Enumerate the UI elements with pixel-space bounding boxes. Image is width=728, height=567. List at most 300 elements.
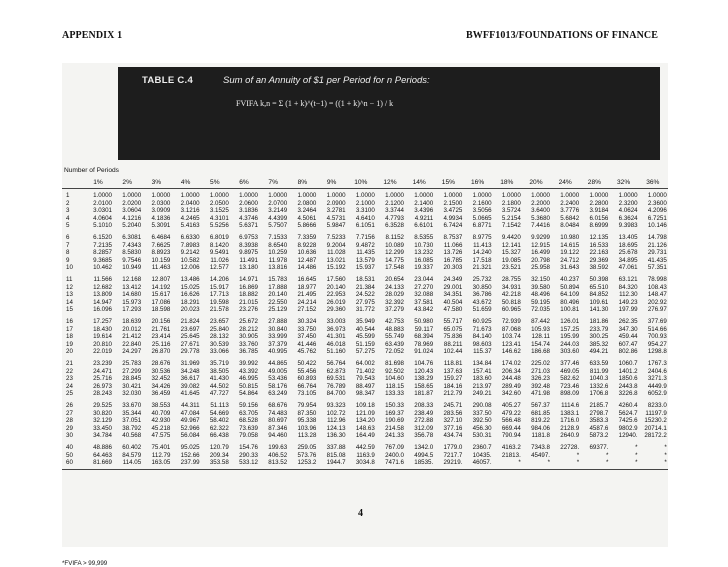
table-cell: 18.531 (355, 276, 375, 283)
table-cell: 1181.8 (531, 432, 550, 440)
table-cell: 98.603 (472, 340, 492, 348)
table-cell: 8.1152 (385, 234, 404, 241)
table-cell: 356.78 (414, 432, 434, 440)
table-cell: 13.180 (239, 264, 258, 272)
table-cell: 42.218 (501, 291, 521, 299)
table-cell: 1.0000 (414, 192, 434, 199)
table-cell: 12.487 (297, 256, 317, 264)
table-cell: 237.99 (180, 459, 200, 467)
table-cell: 11.566 (93, 276, 112, 283)
table-cell: 16.785 (443, 256, 463, 264)
table-cell: 1040.3 (589, 375, 609, 383)
table-cell: 44.502 (209, 382, 229, 390)
table-cell: 819.22 (531, 417, 550, 425)
table-cell: 103.96 (297, 424, 317, 432)
table-cell: 7.1542 (501, 222, 521, 230)
table-cell: 15.617 (151, 291, 171, 299)
table-cell: 112.79 (151, 451, 171, 459)
column-header: 2% (122, 179, 132, 186)
table-cell: 29.731 (647, 249, 667, 257)
table-cell: 133.33 (385, 390, 404, 398)
table-cell: 81.669 (93, 459, 112, 467)
table-cell: 55.456 (297, 367, 317, 375)
table-cell: 52.966 (180, 424, 200, 432)
table-cell: 353.58 (209, 459, 229, 467)
table-cell: 9.5491 (209, 249, 229, 257)
table-cell: 2360.7 (472, 444, 492, 451)
table-cell: 13.232 (414, 249, 434, 257)
table-cell: 244.48 (501, 375, 521, 383)
table-cell: 459.44 (618, 333, 638, 341)
table-cell: 233.79 (589, 325, 609, 333)
table-cell: 7.8983 (180, 241, 200, 249)
table-cell: 136.30 (326, 432, 346, 440)
table-cell: 10.259 (268, 249, 288, 257)
table-cell: 16.533 (589, 241, 609, 249)
table-cell: 20.654 (385, 276, 404, 283)
table-cell: 8.1420 (209, 241, 229, 249)
table-cell: 1.0000 (268, 192, 288, 199)
table-cell: 337.88 (326, 444, 346, 451)
table-cell: 40.504 (443, 298, 463, 306)
table-cell: 16.499 (531, 249, 550, 257)
table-cell: * (664, 459, 667, 467)
table-cell: 13.579 (355, 256, 375, 264)
table-cell: 174.02 (501, 360, 521, 367)
table-cell: 3271.3 (647, 375, 667, 383)
table-cell: 25.672 (239, 318, 258, 325)
table-cell: 4.1216 (122, 214, 142, 222)
table-cell: 10.980 (560, 234, 580, 241)
appendix-heading: APPENDIX 1 (62, 30, 123, 41)
table-cell: 41.301 (326, 333, 346, 341)
table-cell: 17.086 (151, 298, 171, 306)
table-cell: 11.978 (268, 256, 288, 264)
column-header: 7% (268, 179, 278, 186)
table-cell: 120.79 (209, 444, 229, 451)
table-cell: 47.580 (443, 306, 463, 314)
table-cell: 10.636 (297, 249, 317, 257)
table-cell: 206.34 (501, 367, 521, 375)
period-number: 8 (66, 249, 70, 257)
table-cell: 17.518 (472, 256, 492, 264)
period-number: 24 (66, 382, 73, 390)
table-cell: 79.543 (355, 375, 375, 383)
table-cell: 2404.6 (647, 367, 667, 375)
table-cell: 3.7776 (560, 207, 580, 215)
table-cell: 46.018 (326, 340, 346, 348)
table-cell: 28.212 (239, 325, 258, 333)
table-cell: 29219. (443, 459, 463, 467)
table-cell: * (605, 451, 609, 459)
table-cell: 35.719 (209, 360, 229, 367)
footer-rule (62, 469, 668, 470)
table-cell: 337.50 (472, 409, 492, 417)
table-cell: 434.74 (443, 432, 463, 440)
period-number: 14 (66, 298, 73, 306)
table-cell: 41.645 (180, 390, 200, 398)
table-cell: 28.676 (151, 360, 171, 367)
table-cell: 12.168 (122, 276, 142, 283)
table-cell: 78.998 (647, 276, 667, 283)
table-cell: 9.8975 (239, 249, 258, 257)
table-cell: 1944.7 (326, 459, 346, 467)
table-cell: 36.785 (239, 348, 258, 356)
table-cell: 16.626 (180, 291, 200, 299)
column-header: 32% (616, 179, 631, 186)
table-cell: 69.531 (326, 375, 346, 383)
table-cell: 25.645 (180, 333, 200, 341)
column-header: 8% (297, 179, 308, 186)
table-cell: 38.592 (589, 264, 609, 272)
table-cell: 49.967 (180, 417, 200, 425)
table-cell: 7425.6 (618, 417, 638, 425)
table-cell: 10.730 (414, 241, 434, 249)
table-cell: 7.1533 (268, 234, 288, 241)
table-cell: 8.0484 (560, 222, 580, 230)
column-header: 5% (210, 179, 220, 186)
period-number: 5 (66, 222, 70, 230)
table-cell: 50.815 (239, 382, 258, 390)
table-cell: 75.401 (151, 444, 171, 451)
period-number: 11 (66, 276, 73, 283)
table-cell: 6.0156 (589, 214, 609, 222)
table-cell: 8.5355 (414, 234, 434, 241)
table-cell: 2.0800 (297, 199, 317, 207)
table-cell: 24.297 (122, 348, 142, 356)
table-cell: 25.732 (472, 276, 492, 283)
table-cell: 259.05 (297, 444, 317, 451)
table-cell: 10.159 (151, 256, 171, 264)
table-cell: 72.035 (531, 306, 550, 314)
table-cell: 20714.1 (644, 424, 667, 432)
table-cell: 33.750 (297, 325, 317, 333)
table-cell: * (576, 459, 580, 467)
table-cell: 7.3359 (297, 234, 317, 241)
table-cell: 2.3200 (618, 199, 638, 207)
table-cell: 33.670 (122, 402, 142, 409)
table-cell: 148.63 (355, 424, 375, 432)
table-cell: 26.973 (93, 382, 112, 390)
period-number: 6 (66, 234, 70, 241)
table-cell: 104.76 (414, 360, 434, 367)
period-number: 29 (66, 424, 73, 432)
period-number: 25 (66, 390, 73, 398)
table-cell: 2.1000 (355, 199, 375, 207)
table-cell: 6.8771 (472, 222, 492, 230)
table-cell: 22.019 (93, 348, 112, 356)
table-cell: 9.7546 (122, 256, 142, 264)
table-cell: 2.1800 (501, 199, 521, 207)
table-cell: 2.1600 (472, 199, 492, 207)
table-cell: 1.0000 (443, 192, 463, 199)
table-cell: 5.6371 (239, 222, 258, 230)
table-cell: 43.672 (472, 298, 492, 306)
table-cell: 530.31 (472, 432, 492, 440)
table-cell: 29.525 (93, 402, 112, 409)
period-number: 3 (66, 207, 70, 215)
table-cell: 4.9934 (443, 214, 463, 222)
table-cell: 9802.9 (618, 424, 638, 432)
table-cell: 59.117 (414, 325, 434, 333)
table-cell: 1716.0 (560, 417, 580, 425)
table-cell: 18.882 (239, 291, 258, 299)
table-cell: 27.975 (355, 298, 375, 306)
table-cell: 212.79 (443, 390, 463, 398)
table-cell: 1.0000 (180, 192, 200, 199)
column-header: 4% (180, 179, 191, 186)
table-cell: 2185.7 (589, 402, 609, 409)
table-cell: 303.60 (560, 348, 580, 356)
table-cell: 42.930 (151, 417, 171, 425)
table-cell: 21.321 (472, 264, 492, 272)
table-cell: 8.5830 (122, 249, 142, 257)
table-cell: 4.2465 (180, 214, 200, 222)
table-cell: 29.778 (180, 348, 200, 356)
table-cell: 1.0000 (472, 192, 492, 199)
table-cell: 1779.0 (443, 444, 463, 451)
table-cell: 6.3081 (122, 234, 142, 241)
table-cell: 1850.6 (618, 375, 638, 383)
column-header: 1% (93, 179, 103, 186)
table-cell: 582.62 (560, 375, 580, 383)
table-cell: 40.709 (151, 409, 171, 417)
table-row (62, 222, 668, 230)
table-cell: 213.97 (472, 382, 492, 390)
table-cell: 4.5061 (297, 214, 317, 222)
table-cell: 40.544 (355, 325, 375, 333)
table-cell: 71.402 (355, 367, 375, 375)
table-cell: 22.550 (268, 298, 288, 306)
table-cell: 55.749 (385, 333, 404, 341)
table-cell: 9.2004 (326, 241, 346, 249)
table-cell: 39.580 (531, 283, 550, 291)
table-cell: 56.764 (326, 360, 346, 367)
table-cell: 4.0604 (93, 214, 112, 222)
table-cell: 1.0000 (297, 192, 317, 199)
table-cell: 31.643 (560, 264, 580, 272)
table-cell: 813.52 (268, 459, 288, 467)
table-cell: 16.869 (239, 283, 258, 291)
table-cell: 442.59 (355, 444, 375, 451)
table-cell: 118.81 (443, 360, 463, 367)
table-cell: 392.48 (531, 382, 550, 390)
table-cell: 53.436 (268, 375, 288, 383)
table-cell: 1.0000 (589, 192, 609, 199)
period-number: 1 (66, 192, 70, 199)
table-cell: 7.6625 (151, 241, 171, 249)
table-cell: 1060.7 (618, 360, 638, 367)
table-cell: 607.47 (618, 340, 638, 348)
table-cell: 23.521 (501, 264, 521, 272)
table-cell: 11.491 (239, 256, 258, 264)
table-cell: 195.99 (560, 333, 580, 341)
table-cell: 57.275 (355, 348, 375, 356)
table-cell: 30.840 (268, 325, 288, 333)
table-cell: 87.068 (501, 325, 521, 333)
table-cell: 21.015 (239, 298, 258, 306)
table-cell: 98.347 (355, 390, 375, 398)
table-cell: 159.27 (443, 375, 463, 383)
table-cell: 164.49 (355, 432, 375, 440)
table-cell: 14.615 (560, 241, 580, 249)
table-cell: 14.192 (151, 283, 171, 291)
table-cell: 56.084 (180, 432, 200, 440)
table-cell: 11.028 (327, 249, 346, 257)
table-cell: 14.240 (472, 249, 492, 257)
table-cell: 3.1525 (209, 207, 229, 215)
table-cell: 19.085 (501, 256, 521, 264)
table-cell: 8.2857 (93, 249, 112, 257)
table-cell: 24.471 (93, 367, 112, 375)
table-cell: 34.895 (618, 256, 638, 264)
table-cell: 34.784 (93, 432, 112, 440)
table-cell: 954.27 (647, 340, 667, 348)
table-cell: 2128.9 (560, 424, 580, 432)
table-cell: 68.676 (268, 402, 288, 409)
table-cell: 88.497 (355, 382, 375, 390)
table-cell: 6.9753 (239, 234, 258, 241)
table-cell: 19.614 (93, 333, 112, 341)
table-cell: * (547, 459, 550, 467)
table-cell: 36.617 (180, 375, 200, 383)
period-number: 7 (66, 241, 70, 249)
table-cell: 2.3600 (647, 199, 667, 207)
table-cell: 1.0000 (618, 192, 638, 199)
table-cell: 5.2154 (501, 214, 521, 222)
table-cell: 14.206 (209, 276, 229, 283)
table-cell: * (635, 459, 638, 467)
table-cell: 2.0400 (180, 199, 200, 207)
table-cell: 45497. (531, 451, 550, 459)
table-cell: 50.980 (414, 318, 434, 325)
table-cell: 54.864 (239, 390, 258, 398)
table-cell: 377.46 (560, 360, 580, 367)
table-cell: 12.807 (151, 276, 171, 283)
table-cell: 3.3100 (355, 207, 375, 215)
table-cell: 283.56 (443, 409, 463, 417)
table-cell: 276.97 (647, 306, 667, 314)
table-cell: 312.09 (414, 424, 434, 432)
table-cell: 14.947 (93, 298, 112, 306)
table-cell: 157.41 (472, 367, 492, 375)
table-cell: 15.937 (355, 264, 375, 272)
table-cell: 1.0000 (531, 192, 550, 199)
table-cell: 36.973 (326, 325, 346, 333)
table-cell: 10.582 (180, 256, 200, 264)
table-cell: 24.349 (443, 276, 463, 283)
table-cell: 4260.4 (618, 402, 638, 409)
table-cell: 47.575 (151, 432, 171, 440)
table-cell: 16.645 (297, 276, 317, 283)
table-cell: 494.21 (589, 348, 609, 356)
table-cell: 244.03 (560, 340, 580, 348)
table-cell: 479.22 (501, 409, 521, 417)
table-cell: 95.025 (180, 444, 200, 451)
table-cell: 64.109 (560, 291, 580, 299)
table-cell: 149.23 (618, 298, 638, 306)
table-cell: 4.7793 (385, 214, 404, 222)
table-cell: 17.888 (268, 283, 288, 291)
table-cell: 60.893 (297, 375, 317, 383)
table-cell: 26.019 (326, 298, 346, 306)
table-cell: 154.76 (239, 444, 258, 451)
table-cell: 1.0000 (239, 192, 258, 199)
table-cell: 6.3624 (618, 214, 638, 222)
table-cell: 37.279 (385, 306, 404, 314)
table-cell: 1332.6 (589, 382, 609, 390)
table-cell: 15.192 (326, 264, 346, 272)
table-cell: 700.93 (647, 333, 667, 341)
period-number: 23 (66, 375, 73, 383)
table-cell: 34.351 (443, 291, 463, 299)
table-row (62, 432, 668, 440)
table-cell: 6.4684 (151, 234, 171, 241)
table-cell: 566.48 (501, 417, 521, 425)
table-cell: 23.276 (239, 306, 258, 314)
table-cell: 20.156 (151, 318, 171, 325)
table-cell: 4.5731 (326, 214, 346, 222)
table-cell: 47.727 (209, 390, 229, 398)
table-cell: 13.405 (618, 234, 638, 241)
table-cell: 34.931 (501, 283, 521, 291)
table-cell: 104.60 (385, 375, 404, 383)
table-cell: 46.995 (239, 375, 258, 383)
table-cell: 18.291 (180, 298, 200, 306)
table-cell: 60.402 (122, 444, 142, 451)
table-cell: 181.87 (414, 390, 434, 398)
table-cell: 42.753 (385, 318, 404, 325)
table-cell: 202.92 (647, 298, 667, 306)
table-cell: 21.578 (209, 306, 229, 314)
table-cell: 36.786 (472, 291, 492, 299)
table-cell: 5.2040 (122, 222, 142, 230)
table-cell: 290.33 (239, 451, 258, 459)
table-cell: 1383.1 (560, 409, 580, 417)
table-cell: 137.63 (443, 367, 463, 375)
table-cell: * (518, 459, 521, 467)
table-cell: 8233.0 (647, 402, 667, 409)
table-cell: 21.495 (297, 291, 317, 299)
table-cell: 2.2400 (560, 199, 580, 207)
table-cell: 1.0000 (355, 192, 375, 199)
table-cell: 78.969 (414, 340, 434, 348)
table-cell: 32.129 (93, 417, 112, 425)
table-cell: 225.02 (531, 360, 550, 367)
table-cell: 60.925 (472, 318, 492, 325)
column-header: 28% (587, 179, 601, 186)
table-cell: 209.34 (209, 451, 229, 459)
table-cell: 124.13 (326, 424, 346, 432)
table-cell: 44.865 (268, 360, 288, 367)
table-cell: 2.0500 (209, 199, 229, 207)
table-cell: 5.1010 (93, 222, 112, 230)
table-cell: 21.824 (180, 318, 200, 325)
period-number: 50 (66, 451, 73, 459)
table-cell: 73.639 (239, 424, 258, 432)
table-cell: 567.37 (531, 402, 550, 409)
table-cell: 1.0000 (385, 192, 404, 199)
table-cell: 20.140 (268, 291, 288, 299)
table-cell: 22.953 (326, 291, 346, 299)
table-cell: 157.25 (560, 325, 580, 333)
table-cell: 11.435 (356, 249, 375, 257)
table-cell: 2.0600 (239, 199, 258, 207)
table-cell: 8.3938 (239, 241, 258, 249)
table-cell: 33.999 (268, 333, 288, 341)
table-cell: 18.598 (151, 306, 171, 314)
table-cell: 79.954 (297, 402, 317, 409)
